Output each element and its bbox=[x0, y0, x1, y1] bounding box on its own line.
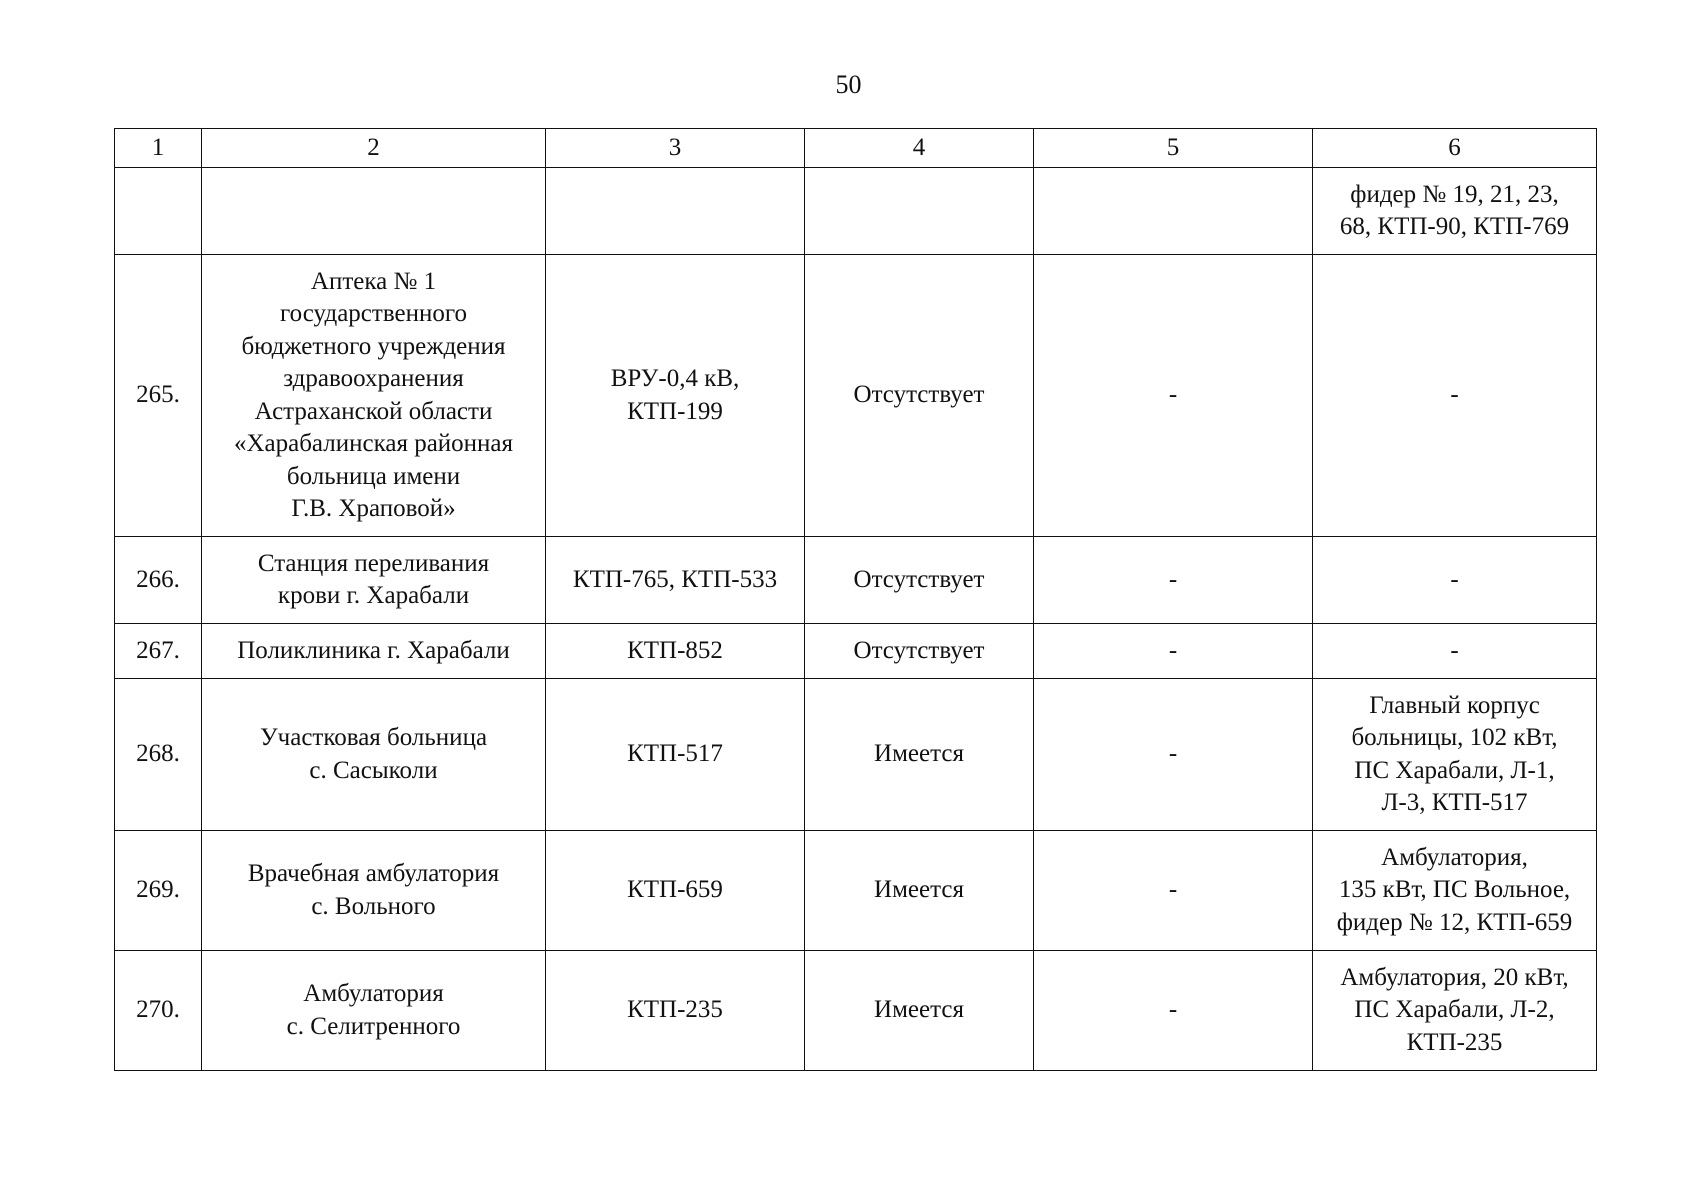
power-source-cell: КТП-852 bbox=[546, 624, 805, 679]
column-6-cell: Главный корпус больницы, 102 кВт, ПС Харабали, Л-1, Л-3, КТП-517 bbox=[1313, 679, 1597, 831]
column-6-cell: Амбулатория, 20 кВт, ПС Харабали, Л-2, КТП-235 bbox=[1313, 951, 1597, 1071]
column-header: 4 bbox=[805, 129, 1034, 168]
column-6-cell: фидер № 19, 21, 23, 68, КТП-90, КТП-769 bbox=[1313, 168, 1597, 255]
column-header: 2 bbox=[202, 129, 546, 168]
reserve-status-cell: Имеется bbox=[805, 951, 1034, 1071]
row-number-cell: 270. bbox=[115, 951, 202, 1071]
column-header: 6 bbox=[1313, 129, 1597, 168]
table-row bbox=[115, 255, 1597, 537]
facility-name-cell: Участковая больница с. Сасыколи bbox=[202, 679, 546, 831]
facility-name-cell: Поликлиника г. Харабали bbox=[202, 624, 546, 679]
reserve-status-cell: Имеется bbox=[805, 679, 1034, 831]
facility-name-cell: Амбулатория с. Селитренного bbox=[202, 951, 546, 1071]
column-5-cell: - bbox=[1034, 831, 1313, 951]
column-header: 1 bbox=[115, 129, 202, 168]
document-table bbox=[114, 128, 1597, 1071]
reserve-status-cell bbox=[805, 168, 1034, 255]
facility-name-cell: Аптека № 1 государственного бюджетного учреждения здравоохранения Астраханской области «Харабалинская районная больница имени Г.В. Храповой» bbox=[202, 255, 546, 537]
facility-name-cell: Станция переливания крови г. Харабали bbox=[202, 537, 546, 624]
row-number-cell: 269. bbox=[115, 831, 202, 951]
power-source-cell: КТП-765, КТП-533 bbox=[546, 537, 805, 624]
column-6-cell: - bbox=[1313, 537, 1597, 624]
table-row bbox=[115, 679, 1597, 831]
table-row bbox=[115, 624, 1597, 679]
column-5-cell: - bbox=[1034, 951, 1313, 1071]
power-source-cell: КТП-235 bbox=[546, 951, 805, 1071]
table-row bbox=[115, 168, 1597, 255]
table-row bbox=[115, 537, 1597, 624]
row-number-cell: 267. bbox=[115, 624, 202, 679]
column-6-cell: - bbox=[1313, 255, 1597, 537]
column-5-cell bbox=[1034, 168, 1313, 255]
page-number: 50 bbox=[835, 70, 862, 99]
facility-name-cell: Врачебная амбулатория с. Вольного bbox=[202, 831, 546, 951]
row-number-cell: 268. bbox=[115, 679, 202, 831]
row-number-cell bbox=[115, 168, 202, 255]
column-header: 3 bbox=[546, 129, 805, 168]
facility-name-cell bbox=[202, 168, 546, 255]
column-6-cell: - bbox=[1313, 624, 1597, 679]
column-5-cell: - bbox=[1034, 537, 1313, 624]
reserve-status-cell: Отсутствует bbox=[805, 255, 1034, 537]
power-source-cell bbox=[546, 168, 805, 255]
reserve-status-cell: Отсутствует bbox=[805, 624, 1034, 679]
row-number-cell: 266. bbox=[115, 537, 202, 624]
reserve-status-cell: Имеется bbox=[805, 831, 1034, 951]
reserve-status-cell: Отсутствует bbox=[805, 537, 1034, 624]
table-row bbox=[115, 951, 1597, 1071]
column-5-cell: - bbox=[1034, 624, 1313, 679]
column-6-cell: Амбулатория, 135 кВт, ПС Вольное, фидер № 12, КТП-659 bbox=[1313, 831, 1597, 951]
row-number-cell: 265. bbox=[115, 255, 202, 537]
table-header-row bbox=[115, 129, 1597, 168]
table-row bbox=[115, 831, 1597, 951]
power-source-cell: КТП-517 bbox=[546, 679, 805, 831]
column-5-cell: - bbox=[1034, 255, 1313, 537]
column-5-cell: - bbox=[1034, 679, 1313, 831]
power-source-cell: КТП-659 bbox=[546, 831, 805, 951]
power-source-cell: ВРУ-0,4 кВ, КТП-199 bbox=[546, 255, 805, 537]
column-header: 5 bbox=[1034, 129, 1313, 168]
